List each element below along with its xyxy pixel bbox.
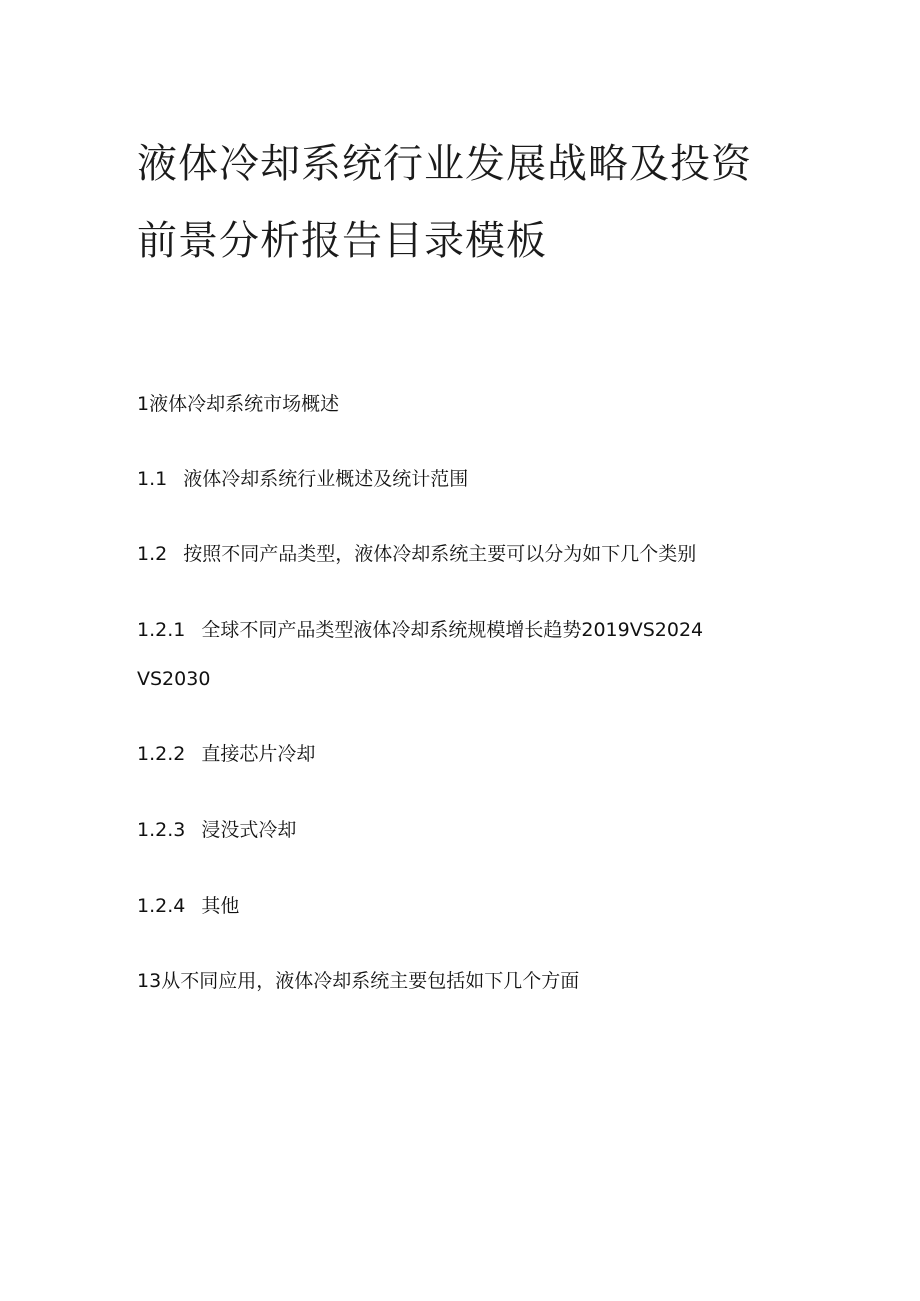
toc-entry-1-2-3 [137, 817, 296, 843]
document-title [137, 126, 787, 280]
toc-entry-number: 13 [137, 970, 162, 992]
toc-entry-number: 1.1 [137, 468, 168, 490]
toc-entry-13 [137, 968, 579, 994]
title-line-2: 前景分析报告目录模板 [137, 218, 547, 264]
toc-entry-text: 从不同应用，液体冷却系统主要包括如下几个方面 [161, 970, 580, 992]
toc-entry-text: 液体冷却系统市场概述 [149, 393, 340, 415]
toc-entry-text: 全球不同产品类型液体冷却系统规模增长趋势2019VS2024 [201, 619, 704, 641]
toc-entry-1-2-1-continuation [137, 666, 210, 692]
toc-entry-text-continuation: VS2030 [137, 668, 211, 690]
toc-entry-number: 1.2.2 [137, 743, 186, 765]
toc-entry-1-2-2 [137, 741, 315, 767]
toc-entry-number: 1 [137, 393, 150, 415]
title-line-1: 液体冷却系统行业发展战略及投资 [137, 141, 752, 187]
toc-entry-1 [137, 391, 339, 417]
toc-entry-1-2-1 [137, 617, 703, 643]
toc-entry-1-1 [137, 466, 468, 492]
toc-entry-text: 液体冷却系统行业概述及统计范围 [183, 468, 469, 490]
toc-entry-number: 1.2 [137, 543, 168, 565]
toc-entry-text: 其他 [201, 895, 240, 917]
toc-entry-text: 浸没式冷却 [201, 819, 297, 841]
toc-entry-text: 直接芯片冷却 [201, 743, 316, 765]
toc-entry-1-2 [137, 541, 696, 567]
toc-entry-number: 1.2.3 [137, 819, 186, 841]
toc-entry-number: 1.2.1 [137, 619, 186, 641]
toc-entry-1-2-4 [137, 893, 239, 919]
toc-entry-number: 1.2.4 [137, 895, 186, 917]
toc-entry-text: 按照不同产品类型，液体冷却系统主要可以分为如下几个类别 [183, 543, 697, 565]
